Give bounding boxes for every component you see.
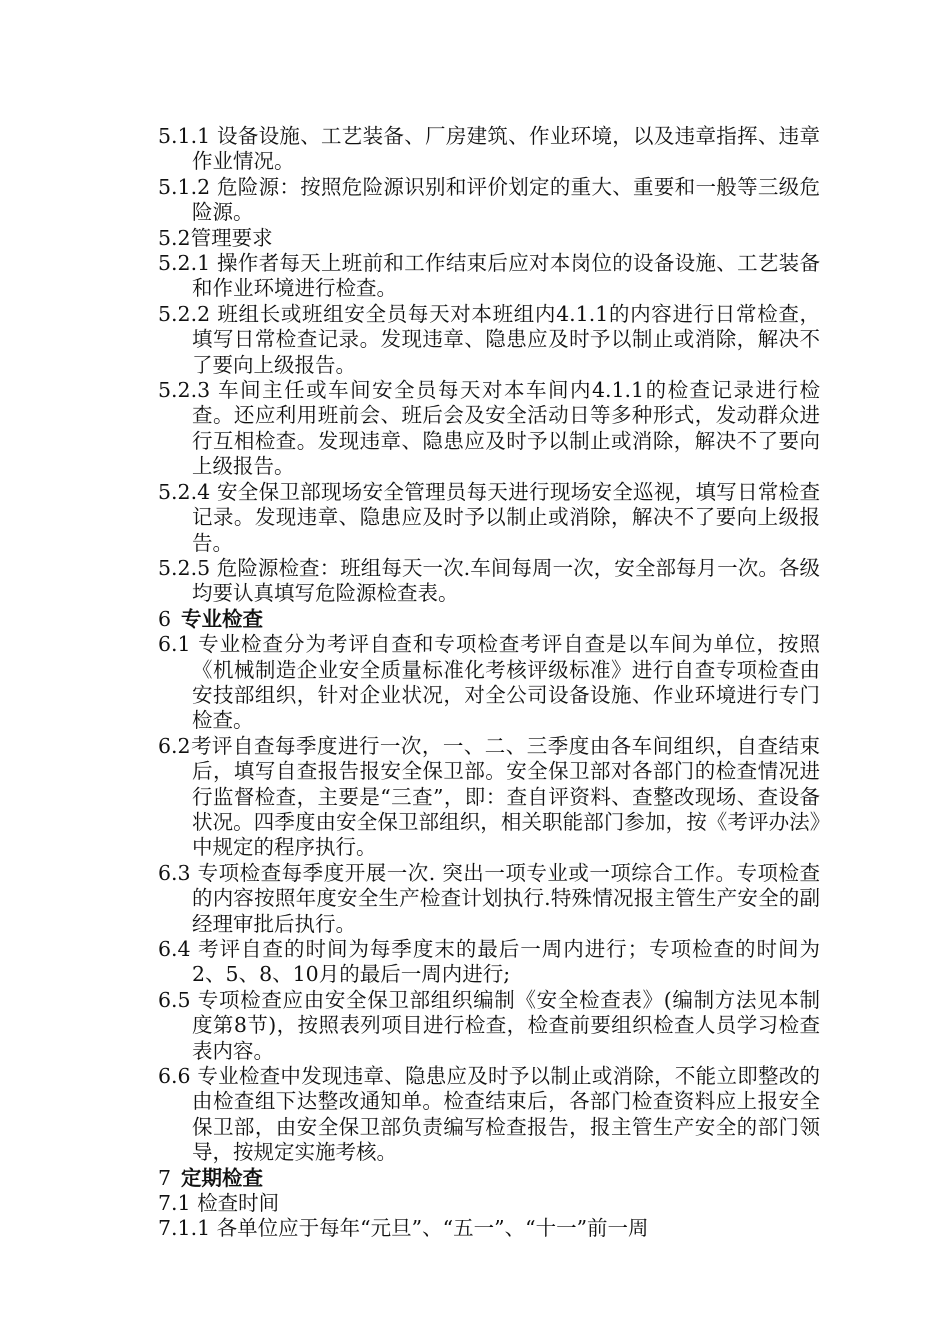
paragraph-5-1-1: 5.1.1 设备设施、工艺装备、厂房建筑、作业环境，以及违章指挥、违章作业情况。 xyxy=(158,124,820,174)
paragraph-6-2: 6.2考评自查每季度进行一次，一、二、三季度由各车间组织，自查结束后，填写自查报告报安全保卫部。安全保卫部对各部门的检查情况进行监督检查，主要是“三查”，即：查自评资料、查整改现场、查设备状况。四季度由安全保卫部组织，相关职能部门参加，按《考评办法》中规定的程序执行。 xyxy=(158,733,820,860)
paragraph-5-2: 5.2管理要求 xyxy=(158,225,273,250)
paragraph-7-1: 7.1 检查时间 xyxy=(158,1191,280,1216)
section-heading-7 xyxy=(158,1166,820,1191)
section-title: 专业检查 xyxy=(181,606,264,631)
section-number: 7 xyxy=(158,1165,172,1190)
paragraph-6-6: 6.6 专业检查中发现违章、隐患应及时予以制止或消除，不能立即整改的由检查组下达整改通知单。检查结束后，各部门检查资料应上报安全保卫部，由安全保卫部负责编写检查报告，报主管生产安全的部门领导，按规定实施考核。 xyxy=(158,1064,820,1165)
paragraph-6-4: 6.4 考评自查的时间为每季度末的最后一周内进行；专项检查的时间为2、5、8、10月的最后一周内进行; xyxy=(158,937,820,987)
paragraph-6-5: 6.5 专项检查应由安全保卫部组织编制《安全检查表》(编制方法见本制度第8节)，按照表列项目进行检查，检查前要组织检查人员学习检查表内容。 xyxy=(158,987,820,1063)
paragraph-6-3: 6.3 专项检查每季度开展一次. 突出一项专业或一项综合工作。专项检查的内容按照年度安全生产检查计划执行.特殊情况报主管生产安全的副经理审批后执行。 xyxy=(158,860,820,936)
paragraph-5-2-4: 5.2.4 安全保卫部现场安全管理员每天进行现场安全巡视，填写日常检查记录。发现违章、隐患应及时予以制止或消除，解决不了要向上级报告。 xyxy=(158,479,820,555)
document-body xyxy=(158,124,820,1242)
section-heading-6 xyxy=(158,607,820,632)
paragraph-7-1-1: 7.1.1 各单位应于每年“元旦”、“五一”、“十一”前一周 xyxy=(158,1216,649,1241)
paragraph-5-2-2: 5.2.2 班组长或班组安全员每天对本班组内4.1.1的内容进行日常检查，填写日常检查记录。发现违章、隐患应及时予以制止或消除，解决不了要向上级报告。 xyxy=(158,301,820,377)
paragraph-6-1: 6.1 专业检查分为考评自查和专项检查考评自查是以车间为单位，按照《机械制造企业安全质量标准化考核评级标准》进行自查专项检查由安技部组织，针对企业状况，对全公司设备设施、作业环境进行专门检查。 xyxy=(158,632,820,733)
section-number: 6 xyxy=(158,606,172,631)
paragraph-5-1-2: 5.1.2 危险源：按照危险源识别和评价划定的重大、重要和一般等三级危险源。 xyxy=(158,174,820,225)
paragraph-5-2-5: 5.2.5 危险源检查：班组每天一次.车间每周一次，安全部每月一次。各级均要认真填写危险源检查表。 xyxy=(158,555,820,606)
paragraph-5-2-3: 5.2.3 车间主任或车间安全员每天对本车间内4.1.1的检查记录进行检查。还应利用班前会、班后会及安全活动日等多种形式，发动群众进行互相检查。发现违章、隐患应及时予以制止或消除，解决不了要向上级报告。 xyxy=(158,378,820,479)
paragraph-5-2-1: 5.2.1 操作者每天上班前和工作结束后应对本岗位的设备设施、工艺装备和作业环境进行检查。 xyxy=(158,251,820,301)
section-title: 定期检查 xyxy=(181,1165,264,1190)
